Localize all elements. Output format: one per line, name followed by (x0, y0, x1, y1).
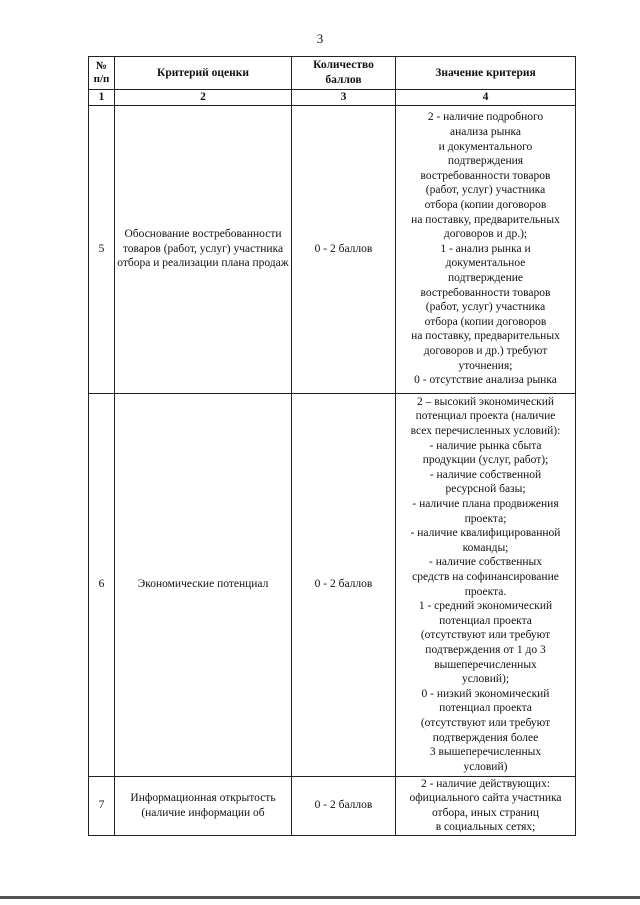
row-number: 5 (89, 105, 115, 393)
criterion-value-line: команды; (462, 541, 509, 554)
criterion-value-line: уточнения; (458, 359, 513, 372)
criterion-value-line: 0 - низкий экономический (421, 687, 550, 700)
table-row (89, 105, 576, 393)
criterion-value-line: востребованности товаров (420, 169, 551, 182)
criterion-name: Экономические потенциал (115, 393, 292, 776)
criterion-value-line: отбора (копии договоров (424, 199, 547, 212)
criterion-value-line: официального сайта участника (409, 792, 562, 805)
criterion-value-line: условий) (463, 760, 508, 773)
criterion-value-line: 2 - наличие действующих: (420, 777, 551, 790)
criterion-value-line: всех перечисленных условий): (410, 425, 561, 438)
column-number: 2 (115, 90, 292, 106)
criterion-value-line: (отсутствуют или требуют (420, 629, 551, 642)
criterion-value-line: - наличие собственной (429, 468, 542, 481)
criterion-value-line: вышеперечисленных (434, 658, 537, 671)
points-range: 0 - 2 баллов (292, 776, 396, 835)
column-number-row (89, 90, 576, 106)
criterion-value-line: подтверждения от 1 до 3 (425, 643, 546, 656)
criterion-value-line: средств на софинансирование (412, 571, 559, 583)
criterion-value (396, 393, 576, 776)
criterion-value (396, 776, 576, 835)
points-range: 0 - 2 баллов (292, 105, 396, 393)
criterion-value-line: - наличие рынка сбыта (429, 439, 542, 452)
criterion-value-line: - наличие квалифицированной (410, 527, 561, 540)
criterion-value (396, 105, 576, 393)
criterion-name: Обоснование востребованности товаров (работ, услуг) участника отбора и реализации плана продаж (115, 105, 292, 393)
criterion-value-line: в социальных сетях; (435, 821, 536, 834)
criterion-value-line: 1 - анализ рынка и (440, 242, 531, 255)
criterion-value-line: подтверждения более (432, 731, 539, 744)
criterion-value-line: продукции (услуг, работ); (422, 454, 549, 467)
column-number: 1 (89, 90, 115, 106)
criterion-value-line: потенциал проекта (439, 702, 532, 715)
row-number: 6 (89, 393, 115, 776)
criterion-value-line: (отсутствуют или требуют (420, 716, 551, 729)
column-number: 3 (292, 90, 396, 106)
criterion-value-line: (работ, услуг) участника (425, 301, 546, 314)
criterion-value-line: договоров и др.); (443, 228, 528, 241)
criterion-value-line: документальное (445, 257, 526, 270)
criterion-value-line: подтверждения (447, 155, 524, 168)
criterion-value-line: 2 – высокий экономический (416, 395, 554, 408)
criterion-value-line: на поставку, предварительных (411, 330, 560, 343)
table-row (89, 393, 576, 776)
criterion-value-line: 2 - наличие подробного (427, 111, 544, 124)
criterion-value-line: потенциал проекта (439, 614, 532, 627)
header-points: Количество баллов (292, 57, 396, 90)
criterion-value-line: 1 - средний экономический (418, 600, 553, 613)
criterion-value-line: проекта; (464, 512, 507, 525)
criterion-value-line: и документального (438, 140, 533, 153)
criterion-value-line: анализа рынка (449, 126, 522, 139)
header-value: Значение критерия (396, 57, 576, 90)
table-row (89, 776, 576, 835)
criterion-value-line: - наличие собственных (429, 556, 542, 569)
criterion-value-line: договоров и др.) требуют (423, 344, 548, 357)
criterion-value-line: подтверждение (448, 271, 523, 284)
bottom-divider (0, 896, 640, 899)
criterion-value-line: отбора, иных страниц (431, 806, 540, 819)
criterion-value-line: потенциал проекта (наличие (415, 410, 556, 423)
points-range: 0 - 2 баллов (292, 393, 396, 776)
criterion-value-line: - наличие плана продвижения (412, 498, 559, 511)
criterion-value-line: на поставку, предварительных (411, 213, 560, 226)
row-number: 7 (89, 776, 115, 835)
criterion-name: Информационная открытость (наличие информации об (115, 776, 292, 835)
header-num: № п/п (89, 57, 115, 90)
criterion-value-line: (работ, услуг) участника (425, 184, 546, 197)
criterion-value-line: отбора (копии договоров (424, 315, 547, 328)
page-number: 3 (316, 31, 324, 46)
column-number: 4 (396, 90, 576, 106)
criteria-table (88, 56, 576, 836)
table-header-row (89, 57, 576, 90)
criterion-value-line: востребованности товаров (420, 286, 551, 299)
criterion-value-line: условий); (461, 673, 510, 686)
criterion-value-line: проекта. (464, 585, 507, 598)
criterion-value-line: ресурсной базы; (445, 483, 526, 496)
header-criterion: Критерий оценки (115, 57, 292, 90)
criterion-value-line: 0 - отсутствие анализа рынка (414, 374, 557, 387)
criterion-value-line: 3 вышеперечисленных (429, 746, 542, 759)
